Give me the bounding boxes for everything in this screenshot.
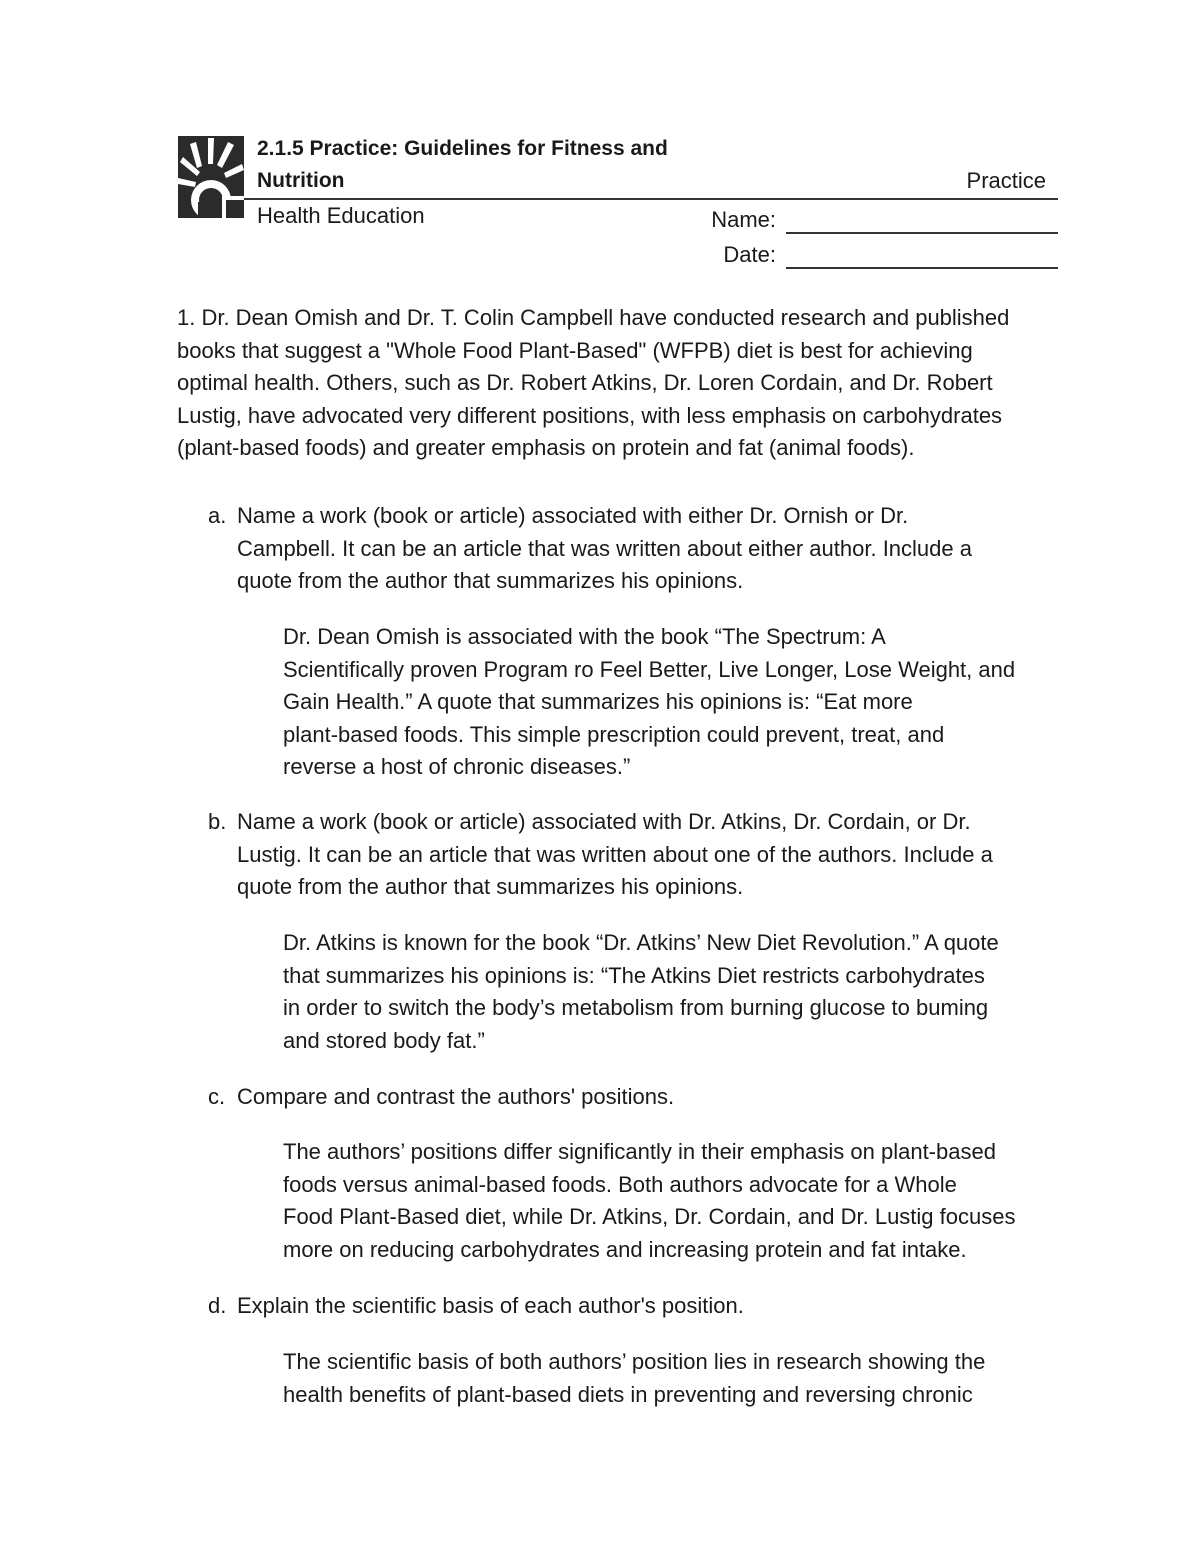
- part-b-answer: [283, 927, 999, 1057]
- page-title-continued: Nutrition: [257, 169, 345, 192]
- question-1-line: Lustig, have advocated very different positions, with less emphasis on carbohydrates: [177, 402, 1003, 428]
- question-1-line: 1. Dr. Dean Omish and Dr. T. Colin Campbell have conducted research and published: [177, 305, 1010, 330]
- question-1-line: books that suggest a "Whole Food Plant-Based" (WFPB) diet is best for achieving: [177, 337, 973, 363]
- answer-line: plant-based foods. This simple prescription could prevent, treat, and: [283, 721, 945, 747]
- answer-line: in order to switch the body’s metabolism from burning glucose to buming: [283, 995, 989, 1020]
- answer-line: Scientifically proven Program ro Feel Better, Live Longer, Lose Weight, and: [283, 656, 1016, 682]
- part-a-marker: a.: [208, 503, 227, 528]
- part-b-line: quote from the author that summarizes his opinions.: [237, 874, 744, 899]
- part-a-line: quote from the author that summarizes his opinions.: [237, 568, 744, 593]
- answer-line: health benefits of plant-based diets in preventing and reversing chronic: [283, 1381, 973, 1407]
- document-type-label: Practice: [966, 168, 1046, 193]
- answer-line: foods versus animal-based foods. Both authors advocate for a Whole: [283, 1171, 957, 1197]
- part-a-answer: [283, 621, 1015, 784]
- answer-line: The scientific basis of both authors’ position lies in research showing the: [283, 1349, 986, 1374]
- date-label: Date:: [723, 242, 776, 267]
- question-1-line: (plant-based foods) and greater emphasis on protein and fat (animal foods).: [177, 435, 915, 460]
- name-field[interactable]: [786, 232, 1058, 234]
- part-c-line: Compare and contrast the authors' positions.: [237, 1084, 675, 1109]
- part-a-line: Campbell. It can be an article that was written about either author. Include a: [237, 535, 972, 561]
- part-a-prompt: [208, 500, 972, 598]
- answer-line: Food Plant-Based diet, while Dr. Atkins, Dr. Cordain, and Dr. Lustig focuses: [283, 1204, 1016, 1229]
- part-d-answer: [283, 1346, 985, 1411]
- question-1: [177, 302, 1009, 465]
- answer-line: Dr. Atkins is known for the book “Dr. Atkins’ New Diet Revolution.” A quote: [283, 930, 999, 955]
- answer-line: more on reducing carbohydrates and increasing protein and fat intake.: [283, 1236, 967, 1262]
- part-b-marker: b.: [208, 809, 227, 834]
- answer-line: and stored body fat.”: [283, 1027, 485, 1053]
- part-d-prompt: [208, 1290, 744, 1323]
- part-b-line: Lustig. It can be an article that was written about one of the authors. Include a: [237, 841, 993, 867]
- answer-line: Dr. Dean Omish is associated with the book “The Spectrum: A: [283, 624, 886, 649]
- subject-label: Health Education: [257, 203, 425, 228]
- answer-line: Gain Health.” A quote that summarizes his opinions is: “Eat more: [283, 689, 913, 714]
- part-d-marker: d.: [208, 1293, 227, 1318]
- answer-line: The authors’ positions differ significantly in their emphasis on plant-based: [283, 1139, 996, 1164]
- name-label: Name:: [711, 207, 776, 232]
- part-b-line: Name a work (book or article) associated with Dr. Atkins, Dr. Cordain, or Dr.: [237, 809, 971, 834]
- answer-line: reverse a host of chronic diseases.”: [283, 754, 631, 779]
- answer-line: that summarizes his opinions is: “The Atkins Diet restricts carbohydrates: [283, 962, 985, 988]
- header-divider: [244, 198, 1058, 200]
- part-c-prompt: [208, 1081, 674, 1114]
- part-c-marker: c.: [208, 1084, 226, 1109]
- part-d-line: Explain the scientific basis of each author's position.: [237, 1293, 744, 1318]
- part-b-prompt: [208, 806, 993, 904]
- sunburst-logo-icon: [178, 136, 244, 218]
- part-c-answer: [283, 1136, 1015, 1266]
- question-1-line: optimal health. Others, such as Dr. Robert Atkins, Dr. Loren Cordain, and Dr. Robert: [177, 370, 993, 395]
- part-a-line: Name a work (book or article) associated with either Dr. Ornish or Dr.: [237, 503, 909, 528]
- page-title: 2.1.5 Practice: Guidelines for Fitness and: [257, 137, 668, 160]
- date-field[interactable]: [786, 267, 1058, 269]
